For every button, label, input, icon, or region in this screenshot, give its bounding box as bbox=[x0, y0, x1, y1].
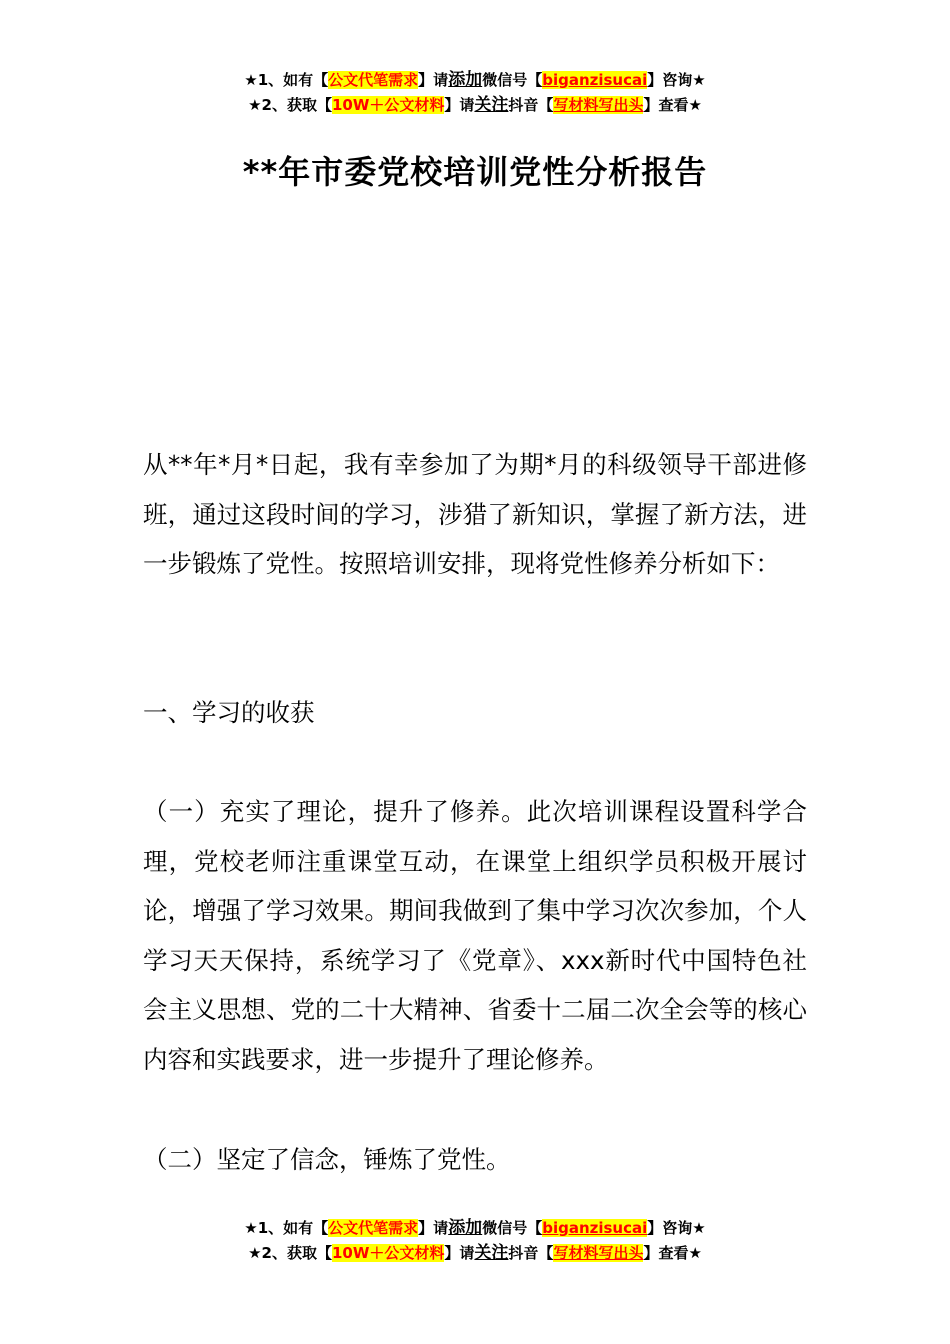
ad-text: 抖音【 bbox=[508, 96, 554, 114]
ad-highlight-wechat-id: biganzisucai bbox=[542, 1219, 648, 1237]
ad-text: 微信号【 bbox=[482, 71, 543, 89]
ad-text: 】请 bbox=[444, 96, 475, 114]
ad-text: ★2、获取【 bbox=[248, 1244, 332, 1262]
ad-highlight-service: 公文代笔需求 bbox=[328, 1219, 419, 1237]
ad-highlight-douyin: 写材料写出头 bbox=[553, 1244, 644, 1262]
ad-text: 】请 bbox=[418, 71, 449, 89]
section-heading-text: 一、学习的收获 bbox=[143, 698, 315, 727]
intro-paragraph bbox=[143, 440, 807, 589]
paragraph-text: 从**年*月*日起，我有幸参加了为期*月的科级领导干部进修班，通过这段时间的学习，涉猎了新知识，掌握了新方法，进一步锻炼了党性。按照培训安排，现将党性修养分析如下： bbox=[143, 450, 807, 578]
ad-emphasis: 添加 bbox=[448, 1218, 483, 1238]
ad-emphasis: 关注 bbox=[474, 95, 509, 115]
document-title: **年市委党校培训党性分析报告 bbox=[242, 153, 708, 191]
header-ad-banner bbox=[0, 68, 950, 118]
ad-text: 】请 bbox=[418, 1219, 449, 1237]
subsection-paragraph bbox=[143, 787, 807, 1084]
subsection-heading bbox=[143, 1135, 807, 1185]
ad-highlight-wechat-id: biganzisucai bbox=[542, 71, 648, 89]
ad-text: 】咨询★ bbox=[647, 1219, 706, 1237]
paragraph-text: （二）坚定了信念，锤炼了党性。 bbox=[143, 1145, 511, 1174]
ad-emphasis: 关注 bbox=[474, 1243, 509, 1263]
ad-highlight-materials: 10W＋公文材料 bbox=[331, 96, 445, 114]
ad-highlight-service: 公文代笔需求 bbox=[328, 71, 419, 89]
ad-highlight-douyin: 写材料写出头 bbox=[553, 96, 644, 114]
ad-text: ★1、如有【 bbox=[244, 1219, 329, 1237]
footer-ad-banner bbox=[0, 1216, 950, 1266]
ad-text: 】查看★ bbox=[643, 1244, 702, 1262]
footer-ad-line-1 bbox=[0, 1216, 950, 1241]
ad-text: 】咨询★ bbox=[647, 71, 706, 89]
ad-text: 】查看★ bbox=[643, 96, 702, 114]
ad-text: ★2、获取【 bbox=[248, 96, 332, 114]
paragraph-text: （一）充实了理论，提升了修养。此次培训课程设置科学合理，党校老师注重课堂互动，在课堂上组织学员积极开展讨论，增强了学习效果。期间我做到了集中学习次次参加，个人学习天天保持，系统学习了《党章》、xxx新时代中国特色社会主义思想、党的二十大精神、省委十二届二次全会等的核心内容和实践要求，进一步提升了理论修养。 bbox=[143, 797, 807, 1074]
header-ad-line-1 bbox=[0, 68, 950, 93]
header-ad-line-2 bbox=[0, 93, 950, 118]
ad-highlight-materials: 10W＋公文材料 bbox=[331, 1244, 445, 1262]
ad-text: 】请 bbox=[444, 1244, 475, 1262]
ad-text: ★1、如有【 bbox=[244, 71, 329, 89]
ad-text: 微信号【 bbox=[482, 1219, 543, 1237]
footer-ad-line-2 bbox=[0, 1241, 950, 1266]
ad-emphasis: 添加 bbox=[448, 70, 483, 90]
section-heading bbox=[143, 688, 807, 738]
ad-text: 抖音【 bbox=[508, 1244, 554, 1262]
